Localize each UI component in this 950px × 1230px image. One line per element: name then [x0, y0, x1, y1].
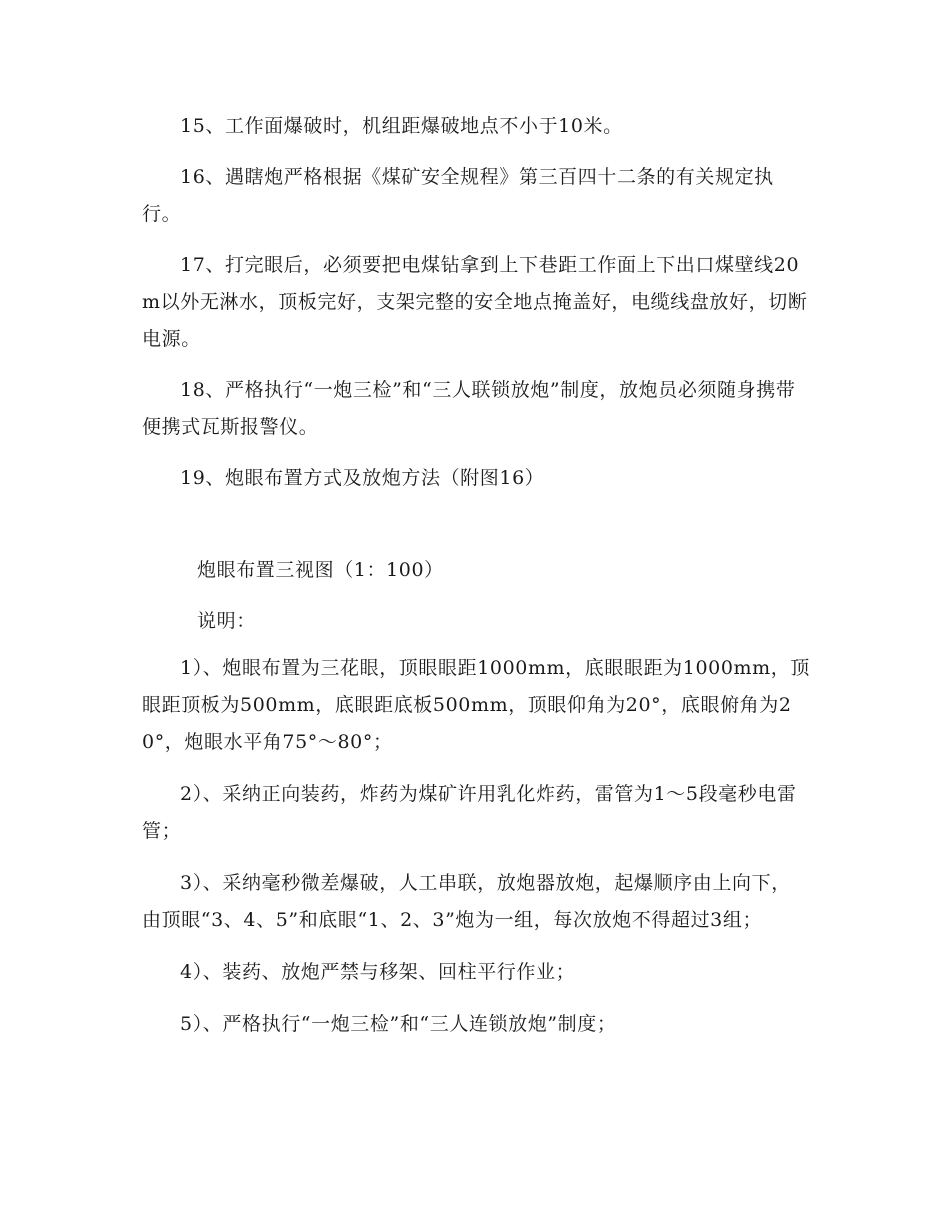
figure-caption: 炮眼布置三视图（1：100）: [197, 559, 444, 581]
notes-list: [142, 650, 810, 1043]
paragraph-17: 17、打完眼后，必须要把电煤钻拿到上下巷距工作面上下出口煤壁线20m以外无淋水，顶板完好，支架完整的安全地点掩盖好，电缆线盘放好，切断电源。: [142, 254, 808, 350]
paragraph-18: 18、严格执行“一炮三检”和“三人联锁放炮”制度，放炮员必须随身携带便携式瓦斯报警仪。: [142, 379, 796, 438]
paragraph-19: 19、炮眼布置方式及放炮方法（附图16）: [180, 467, 545, 489]
note-item-2: 2）、采纳正向装药，炸药为煤矿许用乳化炸药，雷管为1～5段毫秒电雷管；: [142, 783, 797, 842]
document-body: [142, 108, 810, 1043]
paragraph-15: 15、工作面爆破时，机组距爆破地点不小于10米。: [180, 115, 623, 137]
note-item-5: 5）、严格执行“一炮三检”和“三人连锁放炮”制度；: [180, 1013, 617, 1035]
note-item-1: 1）、炮眼布置为三花眼，顶眼眼距1000mm，底眼眼距为1000mm，顶眼距顶板为500mm，底眼距底板500mm，顶眼仰角为20°，底眼俯角为20°，炮眼水平角75°～80°；: [142, 657, 810, 753]
note-item-3: 3）、采纳毫秒微差爆破，人工串联，放炮器放炮，起爆顺序由上向下，由顶眼“3、4、5”和底眼“1、2、3”炮为一组，每次放炮不得超过3组；: [142, 872, 791, 931]
note-item-4: 4）、装药、放炮严禁与移架、回柱平行作业；: [180, 961, 576, 983]
paragraph-16: 16、遇瞎炮严格根据《煤矿安全规程》第三百四十二条的有关规定执行。: [142, 166, 774, 225]
notes-heading: 说明：: [197, 610, 256, 632]
figure-section: [142, 552, 810, 640]
